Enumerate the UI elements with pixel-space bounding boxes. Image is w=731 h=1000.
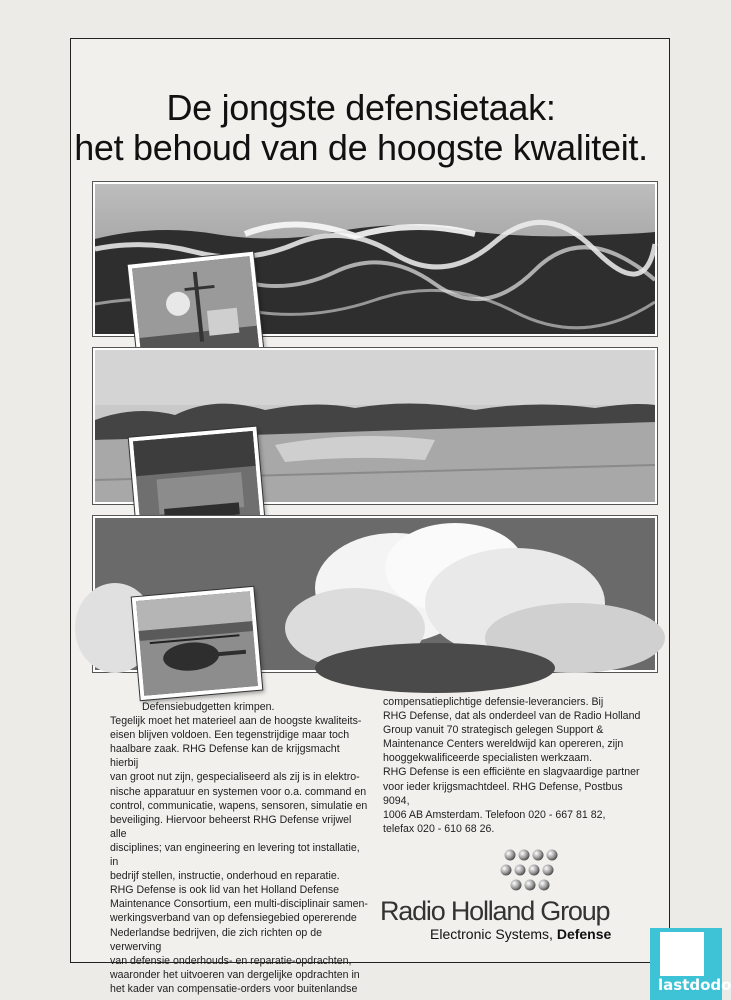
text-line: van defensie onderhouds- en reparatie-opdrachten, [110,954,352,967]
text-line: telefax 020 - 610 68 26. [383,822,495,835]
text-line: Nederlandse bedrijven, die zich richten op de verwerving [110,926,323,953]
headline-line-1: De jongste defensietaak: [166,87,556,128]
text-line: hooggekwalificeerde specialisten werkzaam. [383,752,593,765]
company-logo-name: Radio Holland Group [380,896,610,926]
logo-dots-icon [496,848,566,898]
text-line: beveiliging. Hiervoor beheerst RHG Defense vrijwel alle [110,813,352,840]
text-line: van groot nut zijn, gespecialiseerd als zij is in elektro- [110,771,360,784]
text-line: bedrijf stellen, instructie, onderhoud en reparatie. [110,870,340,883]
headline [0,88,722,168]
text-line: Defensiebudgetten krimpen. [142,701,275,713]
text-line: werkingsverband van op defensiegebied opererende [110,912,357,925]
text-line: RHG Defense is ook lid van het Holland Defense [110,884,340,897]
text-line: RHG Defense, dat als onderdeel van de Radio Holland [383,710,641,723]
watermark-text: lastdodo [658,976,731,994]
text-line: disciplines; van engineering en levering tot installatie, in [110,841,360,869]
text-line: waaronder het uitvoeren van dergelijke opdrachten in [110,968,360,981]
text-line: RHG Defense is een efficiënte en slagvaardige partner [383,766,640,779]
text-line: nische apparatuur en systemen voor o.a. command en [110,785,367,798]
text-line: voor ieder krijgsmachtdeel. RHG Defense, Postbus 9094, [383,780,623,807]
text-line: Tegelijk moet het materieel aan de hoogste kwaliteits- [110,715,362,728]
company-logo-subtitle [430,926,611,942]
text-line: haalbare zaak. RHG Defense kan de krijgsmacht hierbij [110,743,340,770]
helicopter-photo [132,587,263,700]
text-line: Maintenance Consortium, een multi-disciplinair samen- [110,898,368,911]
text-line: het kader van compensatie-orders voor buitenlandse [110,982,358,995]
lastdodo-watermark [650,928,731,1000]
body-text-left [110,700,370,996]
text-line: control, communicatie, wapens, sensoren, simulatie en [110,799,368,812]
watermark-square-icon [660,932,704,976]
logo-sub-prefix: Electronic Systems, [430,926,553,942]
text-line: Group vanuit 70 strategisch gelegen Support & [383,724,604,737]
text-line: compensatieplichtige defensie-leveranciers. Bij [383,696,604,708]
body-text-right [383,695,651,836]
logo-sub-bold: Defense [556,926,612,942]
text-line: 1006 AB Amsterdam. Telefoon 020 - 667 81 82, [383,808,606,821]
text-line: eisen blijven voldoen. Een tegenstrijdige maar toch [110,729,350,742]
text-line: Maintenance Centers wereldwijd kan opereren, zijn [383,738,624,751]
headline-line-2: het behoud van de hoogste kwaliteit. [74,127,648,168]
